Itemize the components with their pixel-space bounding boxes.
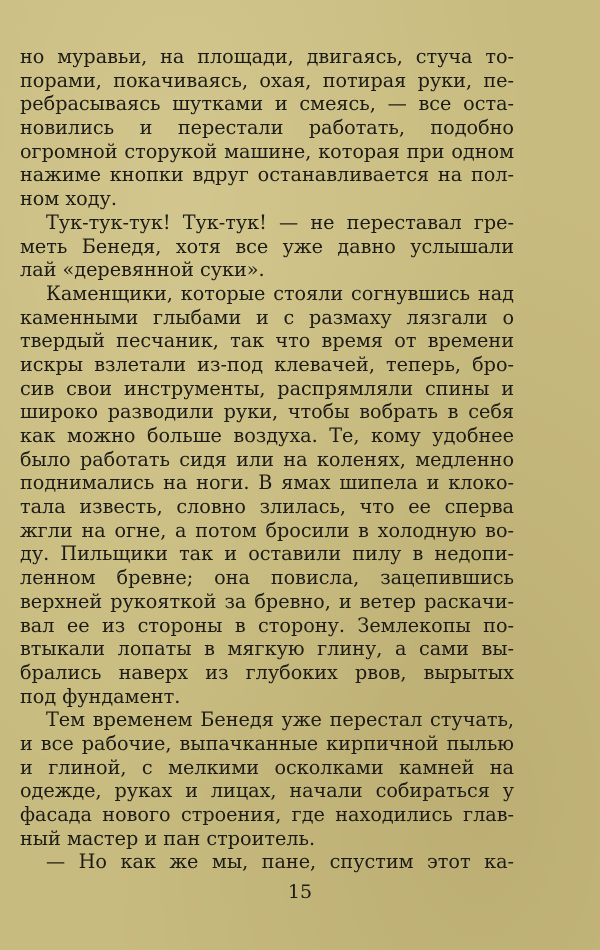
- text-line: огромной сторукой машине, которая при одном: [20, 139, 514, 163]
- text-line: сив свои инструменты, распрямляли спины и: [20, 376, 514, 400]
- text-line: ленном бревне; она повисла, зацепившись: [20, 566, 514, 590]
- text-line: одежде, руках и лицах, начали собираться у: [20, 779, 514, 803]
- text-line: брались наверх из глубоких рвов, вырытых: [20, 660, 514, 684]
- text-line: жгли на огне, а потом бросили в холодную во-: [20, 518, 514, 542]
- text-line: широко разводили руки, чтобы вобрать в себя: [20, 400, 514, 424]
- text-line: под фундамент.: [20, 684, 181, 708]
- text-line: поднимались на ноги. В ямах шипела и клоко-: [20, 471, 514, 495]
- text-line: вал ее из стороны в сторону. Землекопы по-: [20, 613, 514, 637]
- text-line: верхней рукояткой за бревно, и ветер раскачи-: [20, 589, 514, 613]
- paragraph-first-line: — Но как же мы, пане, спустим этот ка-: [46, 850, 514, 874]
- paragraph-first-line: Тем временем Бенедя уже перестал стучать,: [46, 708, 514, 732]
- text-line: искры взлетали из-под клевачей, теперь, бро-: [20, 352, 514, 376]
- text-line: лай «деревянной суки».: [20, 258, 265, 282]
- text-line: твердый песчаник, так что время от времени: [20, 329, 514, 353]
- text-line: и все рабочие, выпачканные кирпичной пылью: [20, 731, 514, 755]
- text-line: нажиме кнопки вдруг останавливается на пол-: [20, 163, 514, 187]
- text-line: ном ходу.: [20, 187, 117, 211]
- text-line: и глиной, с мелкими осколками камней на: [20, 755, 514, 779]
- page-text: [20, 45, 514, 874]
- text-line: как можно больше воздуха. Те, кому удобнее: [20, 424, 514, 447]
- text-line: но муравьи, на площади, двигаясь, стуча то-: [20, 45, 514, 68]
- text-line: было работать сидя или на коленях, медленно: [20, 447, 514, 471]
- text-line: ный мастер и пан строитель.: [20, 826, 316, 850]
- text-line: втыкали лопаты в мягкую глину, а сами вы-: [20, 637, 514, 661]
- text-line: порами, покачиваясь, охая, потирая руки, пе-: [20, 68, 514, 92]
- text-line: фасада нового строения, где находились глав-: [20, 803, 514, 826]
- page-number: 15: [287, 881, 313, 903]
- text-line: ду. Пильщики так и оставили пилу в недопи-: [20, 542, 514, 566]
- text-line: ребрасываясь шутками и смеясь, — все оста-: [20, 92, 514, 116]
- text-line: каменными глыбами и с размаху лязгали о: [20, 305, 514, 329]
- paragraph-first-line: Тук-тук-тук! Тук-тук! — не переставал гре-: [46, 210, 514, 234]
- text-line: тала известь, словно злилась, что ее сперва: [20, 495, 514, 519]
- text-line: новились и перестали работать, подобно: [20, 116, 514, 140]
- paragraph-first-line: Каменщики, которые стояли согнувшись над: [46, 281, 514, 305]
- text-line: меть Бенедя, хотя все уже давно услышали: [20, 234, 514, 258]
